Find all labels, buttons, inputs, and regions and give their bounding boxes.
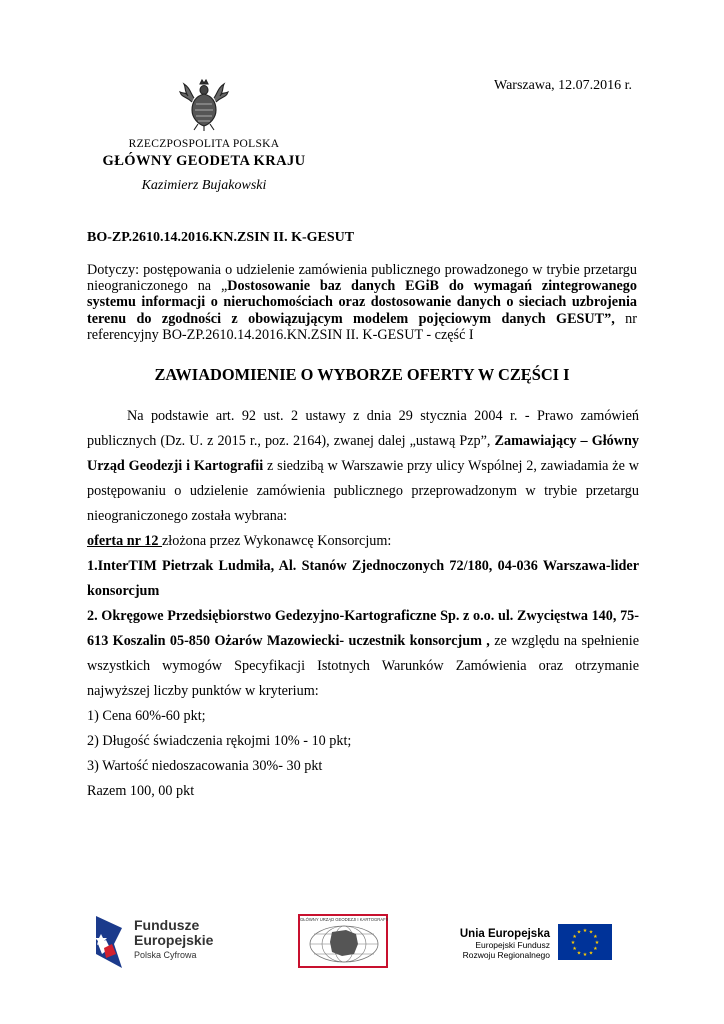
svg-text:★: ★ — [572, 946, 577, 952]
svg-text:★: ★ — [594, 940, 600, 946]
contracting-authority: Zamawiający – Główny Urząd Geodezji i Kartografii — [87, 433, 639, 474]
eu-flag-icon — [558, 924, 612, 960]
svg-text:★: ★ — [570, 940, 576, 946]
office-title: GŁÓWNY GEODETA KRAJU — [102, 153, 306, 169]
svg-text:★: ★ — [582, 952, 588, 958]
eu-title: Unia Europejska — [459, 928, 550, 940]
republic-label: RZECZPOSPOLITA POLSKA — [128, 138, 280, 150]
svg-text:★: ★ — [576, 929, 582, 936]
official-name: Kazimierz Bujakowski — [141, 178, 267, 193]
svg-text:★: ★ — [588, 929, 594, 936]
subject-title: Dostosowanie baz danych EGiB do wymagań zintegrowanego systemu informacji o nieruchomościach oraz dostosowanie danych o sieciach uzbrojenia terenu do zgodności z obowiązującym modelem pojęciowym danych GESUT”, — [87, 278, 637, 327]
member-2-rest: ze względu na spełnienie wszystkich wymogów Specyfikacji Istotnych Warunków Zamówienia oraz otrzymanie najwyższej liczby punktów w kryterium: — [87, 633, 639, 699]
document-date: Warszawa, 12.07.2016 r. — [494, 78, 633, 93]
offer-number: oferta nr 12 — [87, 533, 162, 549]
body-text: z siedzibą w Warszawie przy ulicy Wspólnej 2, zawiadamia że w postępowaniu o udzielenie zamówienia publicznego przeprowadzonym w trybie przetargu nieograniczonego została wybrana: — [87, 458, 639, 524]
subject-paragraph — [87, 262, 637, 343]
consortium-member-1 — [87, 554, 639, 604]
fe-line1: Fundusze — [134, 917, 200, 933]
fe-line2: Europejskie — [134, 932, 214, 948]
svg-text:★: ★ — [593, 946, 598, 952]
fe-star-icon — [92, 914, 126, 970]
criterion-3: 3) Wartość niedoszacowania 30%- 30 pkt — [87, 758, 323, 774]
offer-line — [87, 529, 639, 554]
criteria-total: Razem 100, 00 pkt — [87, 783, 195, 799]
svg-text:★: ★ — [582, 928, 588, 934]
offer-text: złożona przez Wykonawcę Konsorcjum: — [162, 533, 392, 549]
criterion-2: 2) Długość świadczenia rękojmi 10% - 10 pkt; — [87, 733, 352, 749]
body-paragraph — [87, 404, 639, 529]
globe-map-icon — [306, 924, 382, 964]
criterion-1: 1) Cena 60%-60 pkt; — [87, 708, 206, 724]
polish-eagle-emblem-icon — [178, 78, 230, 132]
consortium-member-2 — [87, 604, 639, 704]
eu-text-block — [440, 928, 550, 960]
svg-text:★: ★ — [593, 934, 598, 940]
fe-line3: Polska Cyfrowa — [134, 950, 197, 960]
svg-text:★: ★ — [588, 950, 594, 957]
member-2-text: 2. Okręgowe Przedsiębiorstwo Gedezyjno-Kartograficzne Sp. z o.o. ul. Zwycięstwa 140, 75-613 Koszalin 05-850 Ożarów Mazowiecki- uczestnik konsorcjum , — [87, 608, 639, 649]
body-text: Na podstawie art. 92 ust. 2 ustawy z dnia 29 stycznia 2004 r. - Prawo zamówień publicznych (Dz. U. z 2015 r., poz. 2164), zwanej dalej „ustawą Pzp”, — [87, 408, 639, 449]
eu-fund-line1: Europejski Fundusz — [475, 940, 550, 950]
gugik-label: GŁÓWNY URZĄD GEODEZJI I KARTOGRAFII — [300, 917, 388, 922]
subject-intro: Dotyczy: postępowania o udzielenie zamówienia publicznego prowadzonego w trybie przetargu nieograniczonego na „ — [87, 262, 637, 295]
fundusze-europejskie-logo — [92, 912, 220, 974]
svg-text:★: ★ — [576, 950, 582, 957]
subject-outro: nr referencyjny BO-ZP.2610.14.2016.KN.ZSIN II. K-GESUT - część I — [87, 310, 637, 343]
document-heading: ZAWIADOMIENIE O WYBORZE OFERTY W CZĘŚCI I — [154, 365, 570, 384]
reference-number: BO-ZP.2610.14.2016.KN.ZSIN II. K-GESUT — [87, 230, 355, 245]
gugik-logo — [298, 914, 390, 970]
eu-fund-line2: Rozwoju Regionalnego — [462, 950, 550, 960]
document-body — [87, 404, 639, 804]
svg-text:★: ★ — [572, 934, 577, 940]
member-1-text: 1.InterTIM Pietrzak Ludmiła, Al. Stanów Zjednoczonych 72/180, 04-036 Warszawa-lider konsorcjum — [87, 558, 639, 599]
